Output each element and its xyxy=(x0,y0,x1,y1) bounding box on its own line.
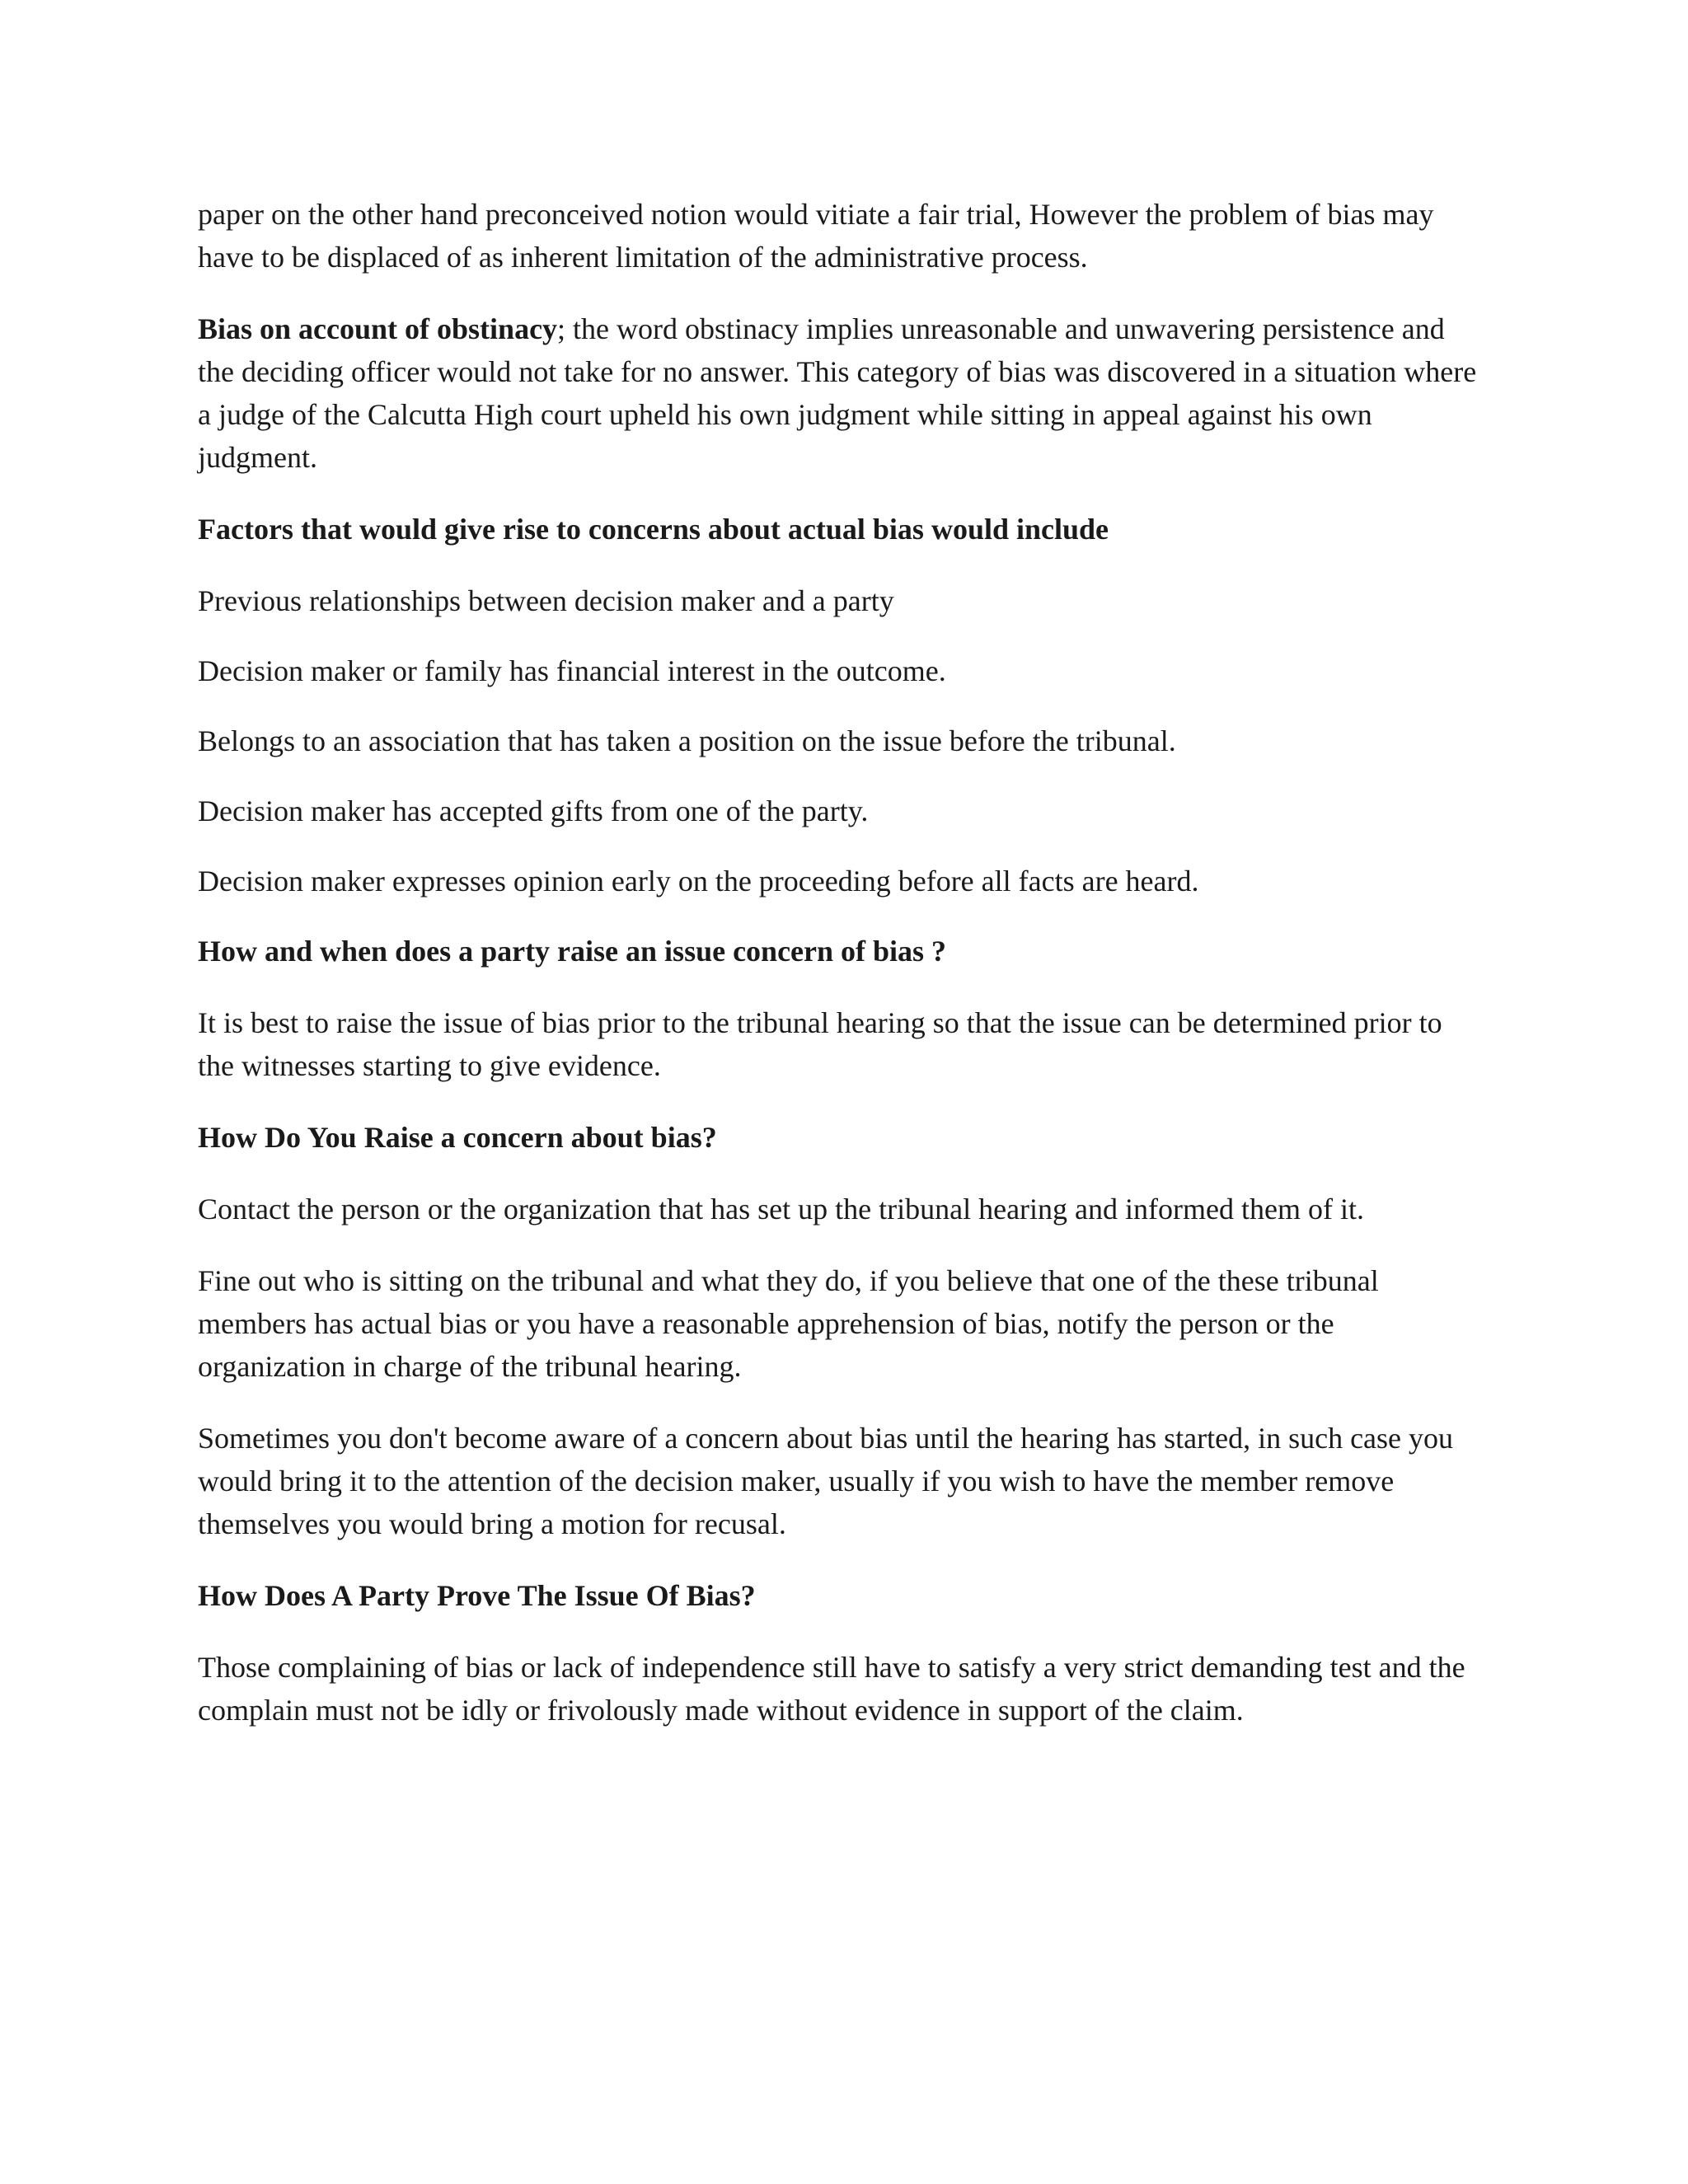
document-page xyxy=(198,193,1484,1760)
paragraph-find-out-members: Fine out who is sitting on the tribunal and what they do, if you believe that one of the these tribunal members has actual bias or you have a reasonable apprehension of bias, notify the person or the organization in charge of the tribunal hearing. xyxy=(198,1264,1379,1383)
paragraph-contact-organization: Contact the person or the organization that has set up the tribunal hearing and informed them of it. xyxy=(198,1193,1364,1226)
factor-previous-relationships: Previous relationships between decision maker and a party xyxy=(198,584,894,617)
factor-gifts: Decision maker has accepted gifts from one of the party. xyxy=(198,794,869,827)
paragraph-strict-test: Those complaining of bias or lack of independence still have to satisfy a very strict demanding test and the complain must not be idly or frivolously made without evidence in support of the claim. xyxy=(198,1651,1465,1727)
factor-financial-interest: Decision maker or family has financial interest in the outcome. xyxy=(198,654,946,687)
paragraph-recusal: Sometimes you don't become aware of a concern about bias until the hearing has started, in such case you would bring it to the attention of the decision maker, usually if you wish to have the member remove themselves you would bring a motion for recusal. xyxy=(198,1422,1454,1540)
paragraph-preconceived-notion: paper on the other hand preconceived notion would vitiate a fair trial, However the problem of bias may have to be displaced of as inherent limitation of the administrative process. xyxy=(198,198,1434,274)
factor-early-opinion: Decision maker expresses opinion early on the proceeding before all facts are heard. xyxy=(198,865,1199,898)
paragraph-obstinacy xyxy=(198,307,1484,479)
obstinacy-term: Bias on account of obstinacy xyxy=(198,312,558,345)
heading-factors: Factors that would give rise to concerns about actual bias would include xyxy=(198,513,1109,546)
heading-how-when-raise: How and when does a party raise an issue concern of bias ? xyxy=(198,935,947,968)
paragraph-raise-prior: It is best to raise the issue of bias prior to the tribunal hearing so that the issue can be determined prior to the witnesses starting to give evidence. xyxy=(198,1006,1442,1082)
heading-prove-bias: How Does A Party Prove The Issue Of Bias? xyxy=(198,1579,756,1612)
obstinacy-definition: ; the word obstinacy implies unreasonable and unwavering persistence and the deciding officer would not take for no answer. This category of bias was discovered in a situation where a judge of the Calcutta High court upheld his own judgment while sitting in appeal against his own judgment. xyxy=(198,312,1477,474)
factor-association: Belongs to an association that has taken a position on the issue before the tribunal. xyxy=(198,724,1176,757)
heading-how-raise-concern: How Do You Raise a concern about bias? xyxy=(198,1121,717,1154)
